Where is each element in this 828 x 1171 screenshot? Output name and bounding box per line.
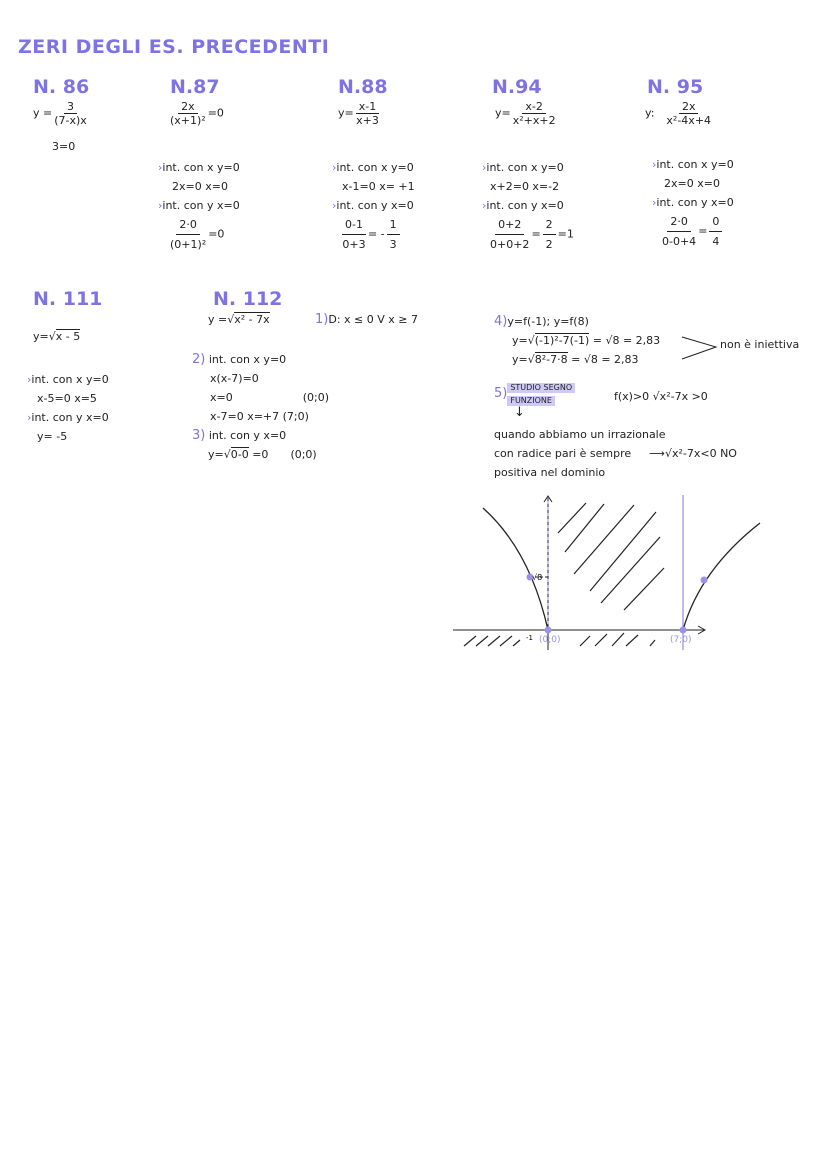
origin-label: (0;0) [539, 635, 561, 645]
eq: = [698, 224, 708, 238]
y-tick-label: √8 [532, 573, 543, 582]
note-line: quando abbiamo un irrazionale [494, 428, 666, 441]
lhs: y= [512, 353, 528, 366]
num: x-2 [522, 100, 545, 114]
point: (0;0) [302, 391, 330, 404]
den: x²+x+2 [512, 114, 556, 127]
radicand: 8²-7·8 [534, 353, 568, 366]
den: x²-4x+4 [666, 114, 712, 127]
den: 4 [712, 235, 720, 248]
step-number: 5) [494, 386, 508, 401]
note-line: positiva nel dominio [494, 466, 606, 479]
den: (0+1)² [170, 238, 207, 251]
rhs: =0 [208, 227, 225, 241]
lhs: y = [208, 313, 228, 326]
point-7-label: (7;0) [670, 635, 692, 645]
arrow-icon: ⟶ [649, 447, 665, 460]
down-arrow-icon: ↓ [514, 405, 525, 420]
den: 0-0+4 [662, 235, 697, 248]
eq: = [531, 227, 541, 241]
note-conclusion: √x²-7x<0 NO [664, 447, 737, 460]
num: 0-1 [342, 215, 366, 235]
ex111-heading: N. 111 [33, 288, 103, 310]
eq: = - [367, 227, 385, 241]
function-graph [450, 490, 780, 660]
arrow-icon: › [482, 161, 487, 174]
arrow-icon: › [652, 158, 657, 171]
step: int. con x y=0 [336, 161, 414, 174]
num: 0+2 [495, 215, 524, 235]
ex88-heading: N.88 [338, 76, 388, 98]
domain: D: x ≤ 0 V x ≥ 7 [328, 313, 418, 326]
rhs: =1 [557, 227, 574, 241]
arrow-icon: › [158, 161, 163, 174]
lhs: y: [645, 106, 655, 120]
num: 2·0 [176, 215, 200, 235]
radicand: x - 5 [55, 330, 81, 343]
den: 2 [545, 238, 553, 251]
num: x-1 [356, 100, 379, 114]
num: 3 [64, 100, 77, 114]
num: 0 [709, 212, 722, 232]
step: int. con x y=0 [656, 158, 734, 171]
step: x-5=0 x=5 [37, 392, 97, 405]
den: x+3 [356, 114, 379, 127]
rhs: =0 [207, 106, 224, 120]
arrow-icon: › [332, 199, 337, 212]
arrow-icon: › [27, 411, 32, 424]
step: int. con y x=0 [486, 199, 564, 212]
step1 [315, 312, 418, 327]
radicand: x² - 7x [234, 313, 270, 326]
den: 3 [389, 238, 397, 251]
highlight: STUDIO SEGNO [507, 383, 575, 393]
non-injective-note: non è iniettiva [720, 338, 800, 351]
point-7 [680, 627, 687, 634]
point-origin [545, 627, 552, 634]
radicand: 0-0 [230, 448, 249, 461]
ex86-formula [33, 100, 89, 127]
ex86-heading: N. 86 [33, 76, 90, 98]
ex87-formula [168, 100, 224, 127]
right-branch [683, 523, 760, 630]
step-number: 3) [192, 428, 206, 443]
arrow-icon: › [158, 199, 163, 212]
ex94-steps [482, 158, 574, 254]
den: 0+0+2 [490, 238, 530, 251]
ex95-formula [645, 100, 713, 127]
ex112-formula: y =√x² - 7x [208, 313, 270, 326]
page-title: ZERI DEGLI ES. PRECEDENTI [18, 36, 330, 58]
ex111-formula: y=√x - 5 [33, 330, 81, 343]
lhs: y = [33, 106, 53, 120]
hatching [464, 503, 664, 646]
num: 1 [387, 215, 400, 235]
ex95-steps [652, 155, 734, 251]
arrow-icon: › [652, 196, 657, 209]
point-8 [701, 577, 708, 584]
ex94-heading: N.94 [492, 76, 542, 98]
ex111-steps [27, 370, 109, 446]
step: int. con y x=0 [31, 411, 109, 424]
arrow-icon: › [27, 373, 32, 386]
lhs: y= [495, 106, 511, 120]
step: int. con y x=0 [162, 199, 240, 212]
step: int. con y x=0 [208, 429, 287, 442]
num: 2x [178, 100, 198, 114]
step-number: 2) [192, 352, 206, 367]
step-number: 1) [315, 312, 329, 327]
step5 [494, 380, 575, 406]
step: int. con y x=0 [336, 199, 414, 212]
ex94-formula [495, 100, 558, 127]
step: 2x=0 x=0 [664, 177, 720, 190]
arrow-icon: › [332, 161, 337, 174]
step: x+2=0 x=-2 [490, 180, 560, 193]
left-branch [483, 508, 548, 630]
step4: 4)y=f(-1); y=f(8) y=√(-1)²-7(-1) = √8 = 2,83 y=√8²-7·8 = √8 = 2,83 [494, 314, 661, 366]
step: int. con x y=0 [31, 373, 109, 386]
x-tick-label: -1 [526, 634, 533, 642]
lhs: y= [338, 106, 354, 120]
step: x-7=0 x=+7 (7;0) [210, 410, 309, 423]
ex88-steps [332, 158, 415, 254]
lhs: y= [208, 448, 224, 461]
brace-icon [680, 335, 720, 365]
ex95-heading: N. 95 [647, 76, 704, 98]
ex112-heading: N. 112 [213, 288, 283, 310]
rhs: = √8 = 2,83 [592, 334, 661, 347]
ex87-steps [158, 158, 240, 254]
arrow-icon: › [482, 199, 487, 212]
num: 2 [543, 215, 556, 235]
step: x(x-7)=0 [210, 372, 259, 385]
step: x-1=0 x= +1 [342, 180, 415, 193]
highlight: FUNZIONE [507, 396, 555, 406]
point: (0;0) [290, 448, 317, 461]
num: 2x [679, 100, 699, 114]
step: int. con x y=0 [486, 161, 564, 174]
radicand: (-1)²-7(-1) [534, 334, 590, 347]
ex88-formula [338, 100, 381, 127]
step: x=0 [210, 391, 233, 404]
den: (x+1)² [170, 114, 206, 127]
step: int. con y x=0 [656, 196, 734, 209]
step: y= -5 [37, 430, 68, 443]
step: 2x=0 x=0 [172, 180, 228, 193]
step: y=f(-1); y=f(8) [507, 315, 589, 328]
rhs: =0 [252, 448, 269, 461]
step-number: 4) [494, 314, 508, 329]
num: 2·0 [667, 212, 691, 232]
step: int. con x y=0 [208, 353, 287, 366]
sign-inequality: f(x)>0 √x²-7x >0 [614, 390, 708, 403]
ex87-heading: N.87 [170, 76, 220, 98]
step2: 2) int. con x y=0 x(x-7)=0 x=0 (0;0) x-7=0 x=+7 (7;0) 3) int. con y x=0 y=√0-0 =0 (0;0) [192, 352, 330, 461]
step5-note [494, 425, 737, 482]
den: (7-x)x [54, 114, 87, 127]
den: 0+3 [342, 238, 366, 251]
step: int. con x y=0 [162, 161, 240, 174]
lhs: y= [512, 334, 528, 347]
note-line: con radice pari è sempre [494, 447, 632, 460]
ex86-line: 3=0 [52, 140, 76, 153]
rhs: = √8 = 2,83 [571, 353, 639, 366]
lhs: y= [33, 330, 49, 343]
